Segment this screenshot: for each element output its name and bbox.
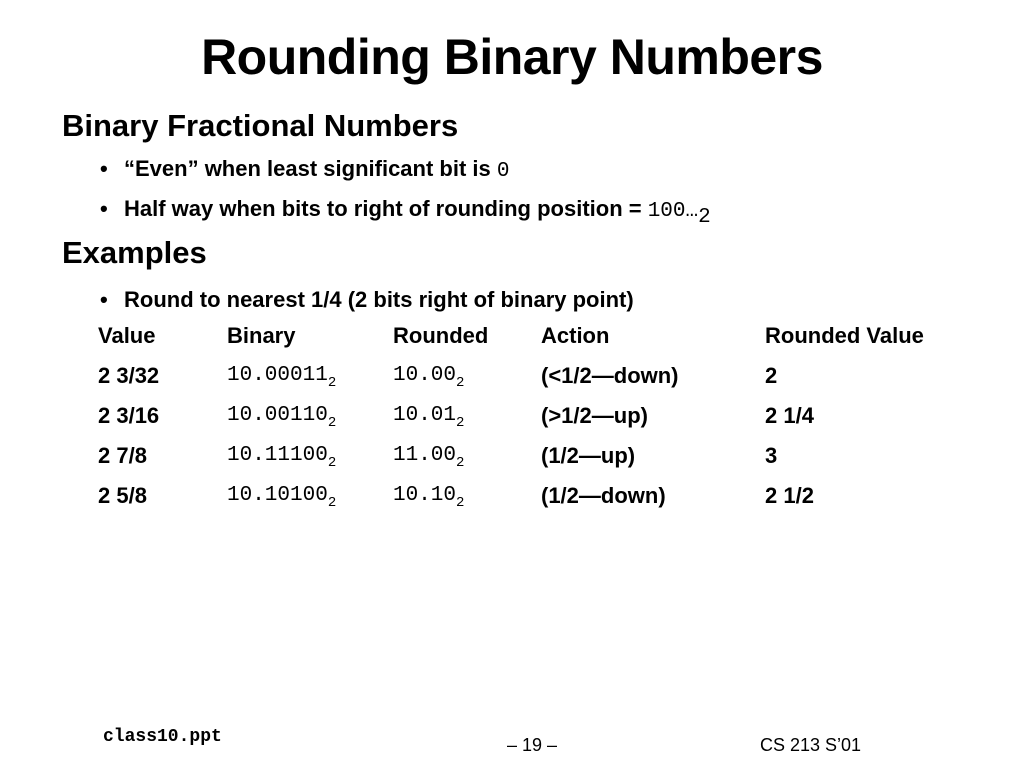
header-value: Value [98, 323, 156, 348]
base-subscript: 2 [327, 415, 337, 431]
cell-action: (1/2—up) [541, 443, 636, 468]
section-heading-examples: Examples [62, 235, 207, 270]
cell-binary [227, 484, 336, 511]
cell-binary [227, 444, 336, 471]
cell-rounded-digits: 10.10 [393, 484, 457, 507]
base-subscript: 2 [327, 375, 337, 391]
bullet-code: 0 [496, 160, 510, 183]
bullet-dot: • [100, 196, 108, 221]
cell-rounded-digits: 10.00 [393, 364, 457, 387]
bullet-dot: • [100, 156, 108, 181]
header-binary: Binary [227, 323, 296, 348]
cell-rounded-value: 2 1/4 [765, 403, 814, 428]
base-subscript: 2 [456, 495, 465, 511]
bullet-text: Round to nearest 1/4 (2 bits right of binary point) [124, 287, 634, 312]
cell-binary-digits: 10.10100 [227, 484, 328, 507]
base-subscript: 2 [456, 455, 465, 471]
cell-rounded-value: 2 [765, 363, 778, 388]
cell-rounded [393, 404, 464, 431]
cell-value: 2 5/8 [98, 483, 147, 508]
base-subscript: 2 [327, 455, 337, 471]
header-action: Action [541, 323, 610, 348]
cell-rounded-digits: 10.01 [393, 404, 457, 427]
cell-action: (1/2—down) [541, 483, 666, 508]
base-subscript: 2 [456, 415, 465, 431]
cell-rounded-digits: 11.00 [393, 444, 457, 467]
bullet-halfway [100, 196, 711, 229]
footer-filename: class10.ppt [103, 727, 222, 747]
base-subscript: 2 [698, 206, 711, 229]
cell-binary-digits: 10.00011 [227, 364, 328, 387]
cell-binary-digits: 10.11100 [227, 444, 328, 467]
cell-rounded [393, 444, 464, 471]
section-heading-binary-fractional: Binary Fractional Numbers [62, 108, 459, 143]
bullet-code: 100… [647, 200, 699, 223]
cell-value: 2 3/16 [98, 403, 160, 428]
base-subscript: 2 [327, 495, 337, 511]
slide-title: Rounding Binary Numbers [201, 29, 823, 85]
cell-value: 2 3/32 [98, 363, 160, 388]
header-rounded-value: Rounded Value [765, 323, 924, 348]
cell-action: (>1/2—up) [541, 403, 648, 428]
bullet-dot: • [100, 287, 108, 312]
base-subscript: 2 [456, 375, 465, 391]
cell-action: (<1/2—down) [541, 363, 679, 388]
cell-binary-digits: 10.00110 [227, 404, 328, 427]
bullet-even [100, 156, 509, 183]
cell-rounded [393, 484, 464, 511]
bullet-round-to-quarter [100, 287, 634, 313]
footer-page-number: – 19 – [506, 735, 558, 755]
cell-value: 2 7/8 [98, 443, 147, 468]
footer-course: CS 213 S’01 [760, 735, 862, 755]
cell-rounded [393, 364, 464, 391]
cell-rounded-value: 3 [765, 443, 778, 468]
cell-binary [227, 404, 336, 431]
header-rounded: Rounded [393, 323, 489, 348]
cell-binary [227, 364, 336, 391]
bullet-text: Half way when bits to right of rounding position = [124, 196, 648, 221]
cell-rounded-value: 2 1/2 [765, 483, 814, 508]
bullet-text: “Even” when least significant bit is [124, 156, 497, 181]
